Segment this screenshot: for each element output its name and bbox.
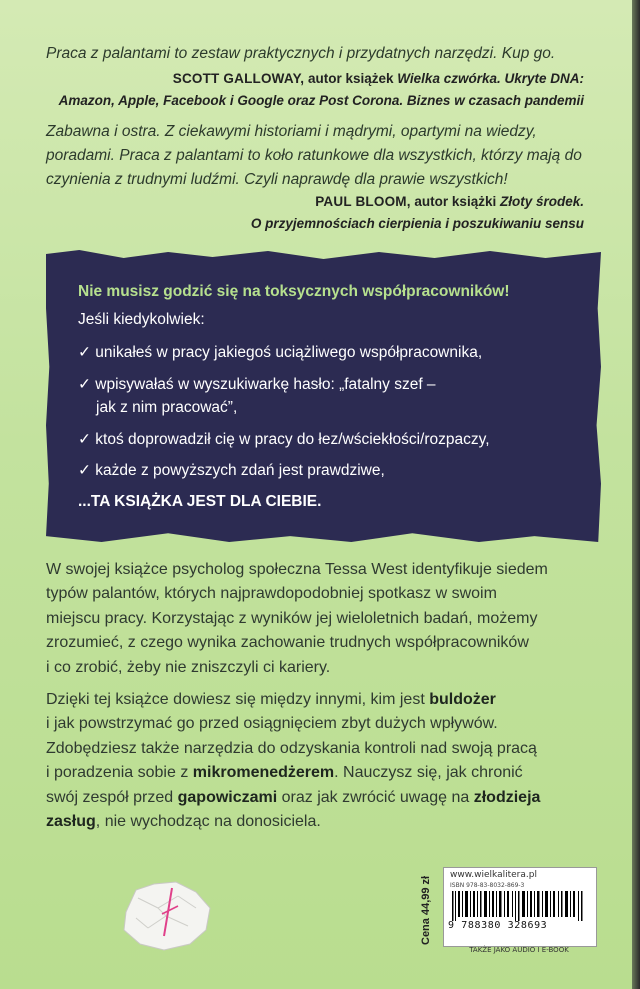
para-2-text: , nie wychodząc na donosiciela.: [95, 813, 321, 830]
quote-1-book-titles-line2: Amazon, Apple, Facebook i Google oraz Post Corona. Biznes w czasach pandemii: [58, 93, 584, 108]
para-1-line: W swojej książce psycholog społeczna Tessa West identyfikuje siedem: [46, 561, 548, 578]
panel-item: ✓ unikałeś w pracy jakiegoś uciążliwego współpracownika,: [78, 344, 483, 361]
term-zlodziej: złodzieja: [473, 789, 541, 806]
panel-heading: Nie musisz godzić się na toksycznych współpracowników!: [78, 283, 510, 300]
quote-1-text: Praca z palantami to zestaw praktycznych i przydatnych narzędzi. Kup go.: [46, 45, 556, 62]
para-2-line: [46, 688, 606, 713]
quote-2-attribution: [251, 191, 584, 235]
barcode-number: 9 788380 328693: [448, 920, 548, 931]
para-2-line: i jak powstrzymać go przed osiągnięciem zbyt dużych wpływów.: [46, 715, 498, 732]
quote-2-line-2: poradami. Praca z palantami to koło ratunkowe dla wszystkich, którzy mają do: [46, 147, 582, 164]
term-mikromenedzer: mikromenedżerem: [192, 764, 335, 781]
barcode-icon: [450, 891, 590, 921]
quote-1-author: SCOTT GALLOWAY,: [172, 71, 305, 86]
term-gapowicze: gapowiczami: [177, 789, 278, 806]
panel-item: ✓ ktoś doprowadził cię w pracy do łez/wściekłości/rozpaczy,: [78, 431, 490, 448]
para-2-line: [46, 786, 606, 811]
para-1-line: zrozumieć, z czego wynika zachowanie trudnych współpracowników: [46, 634, 529, 651]
quote-2-line-3: czynienia z trudnymi ludźmi. Czyli naprawdę dla prawie wszystkich!: [46, 171, 508, 188]
para-1-line: typów palantów, których najprawdopodobniej spotkasz w swoim: [46, 585, 497, 602]
para-2-line: [46, 761, 606, 786]
term-buldozer: buldożer: [429, 691, 496, 708]
panel-item: ✓ każde z powyższych zdań jest prawdziwe,: [78, 462, 385, 479]
barcode-box: [443, 867, 597, 947]
quote-1-attr-rest: autor książek: [304, 71, 398, 86]
para-2-text: . Nauczysz się, jak chronić: [334, 764, 523, 781]
price-label: Cena 44,99 zł: [420, 875, 432, 945]
para-2-line: Zdobędziesz także narzędzia do odzyskania kontroli nad swoją pracą: [46, 740, 537, 757]
quote-1-attribution: [59, 68, 584, 112]
quote-2-attr-rest: autor książki: [410, 194, 500, 209]
term-zaslug: zasług: [46, 813, 96, 830]
para-1-line: miejscu pracy. Korzystając z wyników jej wieloletnich badań, możemy: [46, 610, 538, 627]
quote-2-book-title: Złoty środek.: [499, 194, 584, 209]
panel-closing: ...TA KSIĄŻKA JEST DLA CIEBIE.: [78, 493, 322, 510]
quote-2-author: PAUL BLOOM,: [315, 194, 411, 209]
quote-2-book-subtitle: O przyjemnościach cierpienia i poszukiwaniu sensu: [250, 216, 584, 231]
quote-2-line-1: Zabawna i ostra. Z ciekawymi historiami i mądrymi, opartymi na wiedzy,: [46, 123, 537, 140]
cover-edge: [632, 0, 640, 989]
quote-1-book-title: Wielka czwórka. Ukryte DNA:: [397, 71, 584, 86]
para-2-text: swój zespół przed: [46, 789, 178, 806]
para-2-text: i poradzenia sobie z: [46, 764, 193, 781]
formats-note: TAKŻE JAKO AUDIO I E-BOOK: [469, 946, 569, 954]
para-2-text: oraz jak zwrócić uwagę na: [277, 789, 474, 806]
panel-item-continued: jak z nim pracować”,: [96, 399, 238, 416]
crumpled-paper-icon: [118, 878, 214, 952]
isbn-text: ISBN 978-83-8032-869-3: [450, 882, 525, 889]
para-1-line: i co zrobić, żeby nie zniszczyli ci kariery.: [46, 659, 331, 676]
publisher-url: www.wielkalitera.pl: [450, 870, 537, 880]
panel-intro: Jeśli kiedykolwiek:: [78, 311, 205, 328]
panel-item: ✓ wpisywałaś w wyszukiwarkę hasło: „fatalny szef –: [78, 376, 436, 393]
para-2-text: Dzięki tej książce dowiesz się między innymi, kim jest: [46, 691, 430, 708]
para-2-line: [46, 810, 606, 835]
